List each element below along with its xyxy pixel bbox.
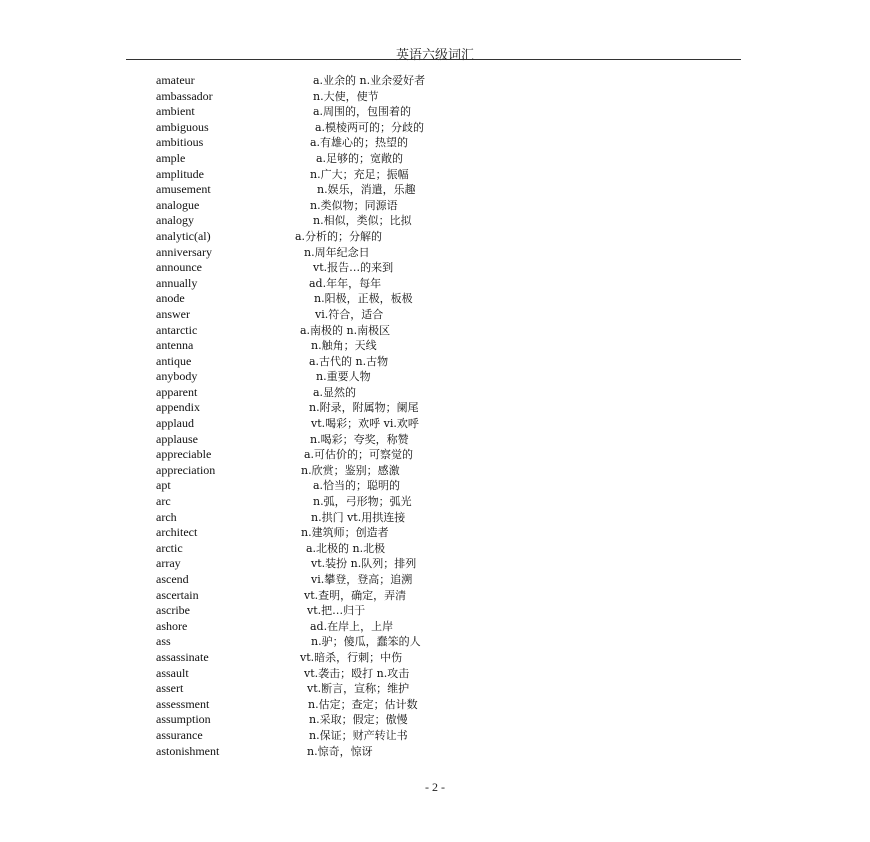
entry-definition: a.有雄心的；热望的: [310, 136, 409, 150]
vocabulary-entry: [0, 712, 870, 728]
entry-definition: n.建筑师；创造者: [301, 526, 389, 540]
entry-definition: ad.年年，每年: [309, 276, 382, 290]
vocabulary-entry: [0, 619, 870, 635]
entry-word: apt: [156, 478, 171, 493]
vocabulary-entry: [0, 525, 870, 541]
entry-word: annually: [156, 275, 198, 290]
entry-word: ambitious: [156, 135, 204, 150]
entry-word: architect: [156, 525, 198, 540]
entry-definition: n.类似物；同源语: [310, 198, 398, 212]
entry-definition: vi.攀登，登高；追溯: [311, 573, 413, 586]
entry-definition: n.重要人物: [316, 370, 371, 384]
entry-word: antenna: [156, 338, 194, 353]
entry-word: arc: [156, 494, 171, 509]
vocabulary-entry: [0, 151, 870, 167]
entry-word: assurance: [156, 727, 203, 742]
entry-word: applaud: [156, 416, 194, 431]
vocabulary-entry: [0, 213, 870, 229]
entry-definition: vt.喝彩；欢呼 vi.欢呼: [311, 417, 419, 431]
vocabulary-entry: [0, 494, 870, 510]
entry-definition: a.模棱两可的；分歧的: [315, 120, 425, 134]
entry-definition: a.显然的: [313, 385, 357, 399]
entry-word: amplitude: [156, 166, 204, 181]
vocabulary-entry: [0, 447, 870, 463]
entry-definition: n.保证；财产转让书: [309, 728, 408, 742]
entry-word: ass: [156, 634, 171, 649]
entry-word: announce: [156, 260, 202, 275]
entry-definition: vi.符合，适合: [315, 307, 384, 321]
vocabulary-entry: [0, 572, 870, 588]
entry-definition: a.恰当的；聪明的: [313, 479, 401, 493]
entry-word: anniversary: [156, 244, 212, 259]
entry-definition: n.估定；查定；估计数: [308, 697, 418, 711]
entry-definition: n.周年纪念日: [304, 245, 370, 259]
entry-definition: n.弧，弓形物；弧光: [313, 495, 412, 509]
vocabulary-entry: [0, 510, 870, 526]
entry-definition: a.分析的；分解的: [295, 229, 383, 243]
entry-word: assert: [156, 681, 184, 696]
entry-definition: vt.把…归于: [307, 604, 366, 618]
entry-definition: vt.断言，宣称；维护: [307, 682, 410, 696]
vocabulary-entry: [0, 603, 870, 619]
entry-definition: n.娱乐，消遣，乐趣: [317, 183, 416, 197]
entry-word: amusement: [156, 182, 211, 197]
entry-word: ashore: [156, 618, 188, 633]
entry-word: anode: [156, 291, 185, 306]
vocabulary-entry: [0, 198, 870, 214]
vocabulary-entry: [0, 556, 870, 572]
vocabulary-entry: [0, 73, 870, 89]
entry-word: analogy: [156, 213, 194, 228]
entry-definition: a.足够的；宽敞的: [316, 151, 404, 165]
vocabulary-entry: [0, 104, 870, 120]
entry-definition: vt.报告…的来到: [313, 261, 394, 275]
entry-word: ascribe: [156, 603, 190, 618]
page-number: - 2 -: [425, 780, 445, 794]
vocabulary-entry: [0, 463, 870, 479]
vocabulary-entry: [0, 135, 870, 151]
entry-definition: a.业余的 n.业余爱好者: [313, 74, 426, 87]
vocabulary-list: [0, 73, 870, 759]
entry-definition: n.惊奇，惊讶: [307, 744, 373, 758]
entry-word: appreciable: [156, 447, 212, 462]
entry-word: anybody: [156, 369, 198, 384]
entry-definition: n.相似，类似；比拟: [313, 214, 412, 228]
entry-definition: n.喝彩；夸奖，称赞: [310, 432, 409, 446]
vocabulary-entry: [0, 338, 870, 354]
entry-definition: vt.袭击；殴打 n.攻击: [304, 666, 410, 680]
vocabulary-entry: [0, 744, 870, 760]
entry-definition: vt.装扮 n.队列；排列: [311, 557, 417, 571]
vocabulary-entry: [0, 416, 870, 432]
entry-word: array: [156, 556, 181, 571]
vocabulary-entry: [0, 697, 870, 713]
entry-word: appendix: [156, 400, 200, 415]
page-header-title: 英语六级词汇: [395, 48, 474, 63]
entry-word: assumption: [156, 712, 211, 727]
entry-definition: a.周围的，包围着的: [313, 105, 412, 119]
entry-word: astonishment: [156, 743, 220, 758]
entry-definition: n.附录，附属物；阑尾: [309, 401, 419, 415]
entry-definition: a.可估价的；可察觉的: [304, 448, 414, 462]
vocabulary-entry: [0, 588, 870, 604]
entry-word: antique: [156, 353, 192, 368]
entry-word: analogue: [156, 197, 200, 212]
entry-word: arch: [156, 509, 177, 524]
header-divider: [126, 59, 741, 60]
vocabulary-entry: [0, 307, 870, 323]
vocabulary-entry: [0, 229, 870, 245]
entry-word: answer: [156, 306, 190, 321]
vocabulary-entry: [0, 400, 870, 416]
entry-definition: n.阳极，正极，板极: [314, 292, 413, 306]
vocabulary-entry: [0, 541, 870, 557]
entry-word: ambassador: [156, 88, 213, 103]
vocabulary-entry: [0, 432, 870, 448]
entry-definition: n.大使，使节: [313, 89, 379, 103]
entry-definition: n.广大；充足；振幅: [310, 167, 409, 181]
entry-definition: vt.暗杀，行刺；中伤: [300, 650, 403, 664]
entry-word: ambient: [156, 104, 195, 119]
vocabulary-entry: [0, 245, 870, 261]
entry-word: applause: [156, 431, 198, 446]
vocabulary-entry: [0, 650, 870, 666]
entry-definition: a.古代的 n.古物: [309, 354, 389, 368]
entry-word: analytic(al): [156, 228, 211, 243]
entry-definition: n.欣赏；鉴别；感激: [301, 463, 400, 477]
entry-word: assassinate: [156, 649, 209, 664]
entry-word: assessment: [156, 696, 210, 711]
entry-word: appreciation: [156, 462, 216, 477]
entry-word: apparent: [156, 384, 198, 399]
vocabulary-entry: [0, 120, 870, 136]
entry-definition: n.拱门 vt.用拱连接: [311, 510, 406, 524]
vocabulary-entry: [0, 260, 870, 276]
vocabulary-entry: [0, 182, 870, 198]
entry-definition: a.北极的 n.北极: [306, 541, 386, 555]
vocabulary-entry: [0, 385, 870, 401]
vocabulary-entry: [0, 291, 870, 307]
vocabulary-entry: [0, 323, 870, 339]
entry-word: assault: [156, 665, 189, 680]
entry-definition: a.南极的 n.南极区: [300, 323, 391, 337]
entry-definition: n.采取；假定；傲慢: [309, 713, 408, 727]
vocabulary-entry: [0, 276, 870, 292]
vocabulary-entry: [0, 369, 870, 385]
vocabulary-entry: [0, 167, 870, 183]
entry-word: ambiguous: [156, 119, 209, 134]
entry-word: ample: [156, 150, 186, 165]
vocabulary-entry: [0, 478, 870, 494]
entry-word: amateur: [156, 73, 195, 87]
entry-definition: vt.查明，确定，弄清: [304, 588, 407, 602]
vocabulary-entry: [0, 728, 870, 744]
entry-word: arctic: [156, 540, 183, 555]
vocabulary-entry: [0, 666, 870, 682]
entry-definition: n.驴；傻瓜，蠢笨的人: [311, 635, 421, 649]
vocabulary-entry: [0, 681, 870, 697]
entry-word: ascend: [156, 572, 189, 586]
entry-word: ascertain: [156, 587, 199, 602]
entry-definition: n.触角；天线: [311, 339, 377, 353]
vocabulary-entry: [0, 89, 870, 105]
entry-word: antarctic: [156, 322, 198, 337]
entry-definition: ad.在岸上，上岸: [310, 619, 394, 633]
vocabulary-entry: [0, 354, 870, 370]
vocabulary-entry: [0, 634, 870, 650]
